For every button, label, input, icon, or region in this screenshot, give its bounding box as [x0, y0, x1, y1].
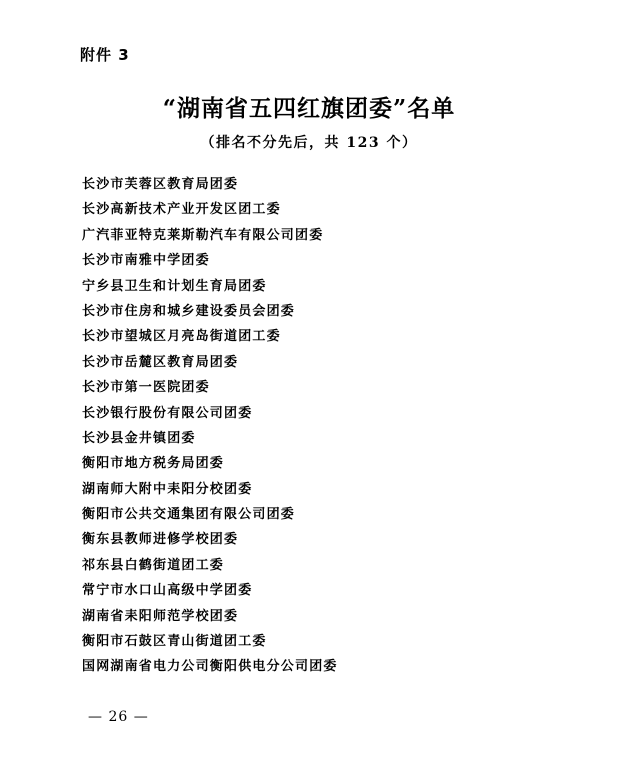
list-item: 宁乡县卫生和计划生育局团委	[82, 278, 267, 294]
list-item: 广汽菲亚特克莱斯勒汽车有限公司团委	[82, 227, 324, 243]
list-item: 长沙市第一医院团委	[82, 380, 210, 396]
list-item: 长沙市芙蓉区教育局团委	[82, 177, 239, 192]
list-item: 湖南省耒阳师范学校团委	[82, 608, 239, 624]
list-item: 长沙市岳麓区教育局团委	[82, 354, 239, 370]
list-item: 衡东县教师进修学校团委	[82, 532, 239, 548]
list-item: 衡阳市地方税务局团委	[82, 456, 225, 472]
organization-list	[82, 177, 338, 685]
list-item: 衡阳市公共交通集团有限公司团委	[82, 507, 296, 523]
list-item: 长沙市南雅中学团委	[82, 253, 210, 269]
list-item: 长沙市望城区月亮岛街道团工委	[82, 329, 281, 345]
list-item: 衡阳市石鼓区青山街道团工委	[82, 634, 267, 650]
list-item: 湖南师大附中耒阳分校团委	[82, 481, 253, 497]
list-item: 常宁市水口山高级中学团委	[82, 583, 253, 599]
list-item: 长沙市住房和城乡建设委员会团委	[82, 303, 296, 319]
list-item: 长沙高新技术产业开发区团工委	[82, 202, 281, 218]
attachment-label: 附件 3	[80, 46, 130, 64]
page-number: — 26 —	[88, 709, 149, 725]
list-item: 长沙县金井镇团委	[82, 430, 196, 446]
list-item: 长沙银行股份有限公司团委	[82, 405, 253, 421]
list-item: 祁东县白鹤街道团工委	[82, 557, 225, 573]
list-item: 国网湖南省电力公司衡阳供电分公司团委	[82, 659, 338, 675]
document-subtitle: （排名不分先后，共 123 个）	[200, 135, 418, 151]
document-title: “湖南省五四红旗团委”名单	[162, 95, 456, 122]
